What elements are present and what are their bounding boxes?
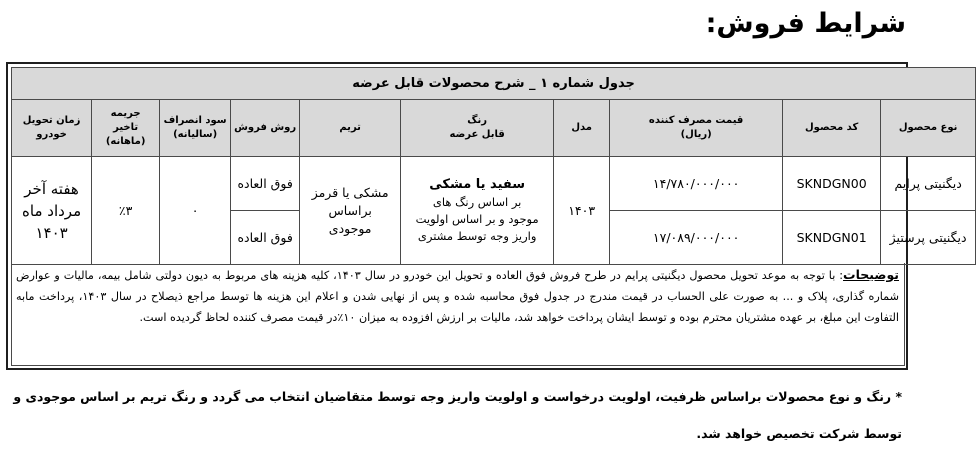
header-consumer-price-line: قیمت مصرف کننده [648,115,744,126]
row2-product-code: SKNDGN01 [783,211,881,265]
profit-cell: ۰ [160,157,231,265]
header-product-code: کد محصول [783,100,881,157]
products-table-frame [6,62,967,370]
table-title: جدول شماره ۱ _ شرح محصولات قابل عرضه [12,68,976,100]
delivery-line3: ۱۴۰۳ [35,223,68,242]
page-heading: شرایط فروش: [705,8,906,39]
header-delivery-line: زمان تحویل [22,115,81,126]
footer-note [12,378,902,452]
color-note-line2: موجود و بر اساس اولویت [415,212,539,226]
notes-section [11,263,905,366]
header-penalty-line3: (ماهانه) [105,136,146,147]
color-note-line3: واریز وجه توسط مشتری [417,229,537,243]
header-trim: تریم [300,100,401,157]
delivery-cell [12,157,92,265]
trim-cell [300,157,401,265]
products-table [11,67,976,265]
trim-line2: براساس [328,202,372,218]
header-model: مدل [554,100,610,157]
header-penalty-line2: تاخیر [113,122,139,133]
header-delay-penalty [92,100,160,157]
row1-sales-method: فوق العاده [231,157,300,211]
header-profit-line: سود انصراف [163,115,227,126]
header-color-line2: قابل عرضه [449,129,505,140]
header-penalty-line: جریمه [110,108,141,119]
header-consumer-price [610,100,783,157]
trim-line3: موجودی [328,220,372,236]
delivery-line2: مرداد ماه [22,201,82,220]
header-color [401,100,554,157]
header-delivery-time [12,100,92,157]
notes-text: : با توجه به موعد تحویل محصول دیگنیتی پرایم در طرح فروش فوق العاده و تحویل این خودرو در سال ۱۴۰۳، کلیه هزینه های مربوط به دیون دولتی شامل بیمه، مالیات و عوارض شماره گذاری، پلاک و ... به صورت علی الحساب در قیمت مندرج در جدول فوق محاسبه شده و پس از نهایی شدن و اعلام این هزینه ها توسط مراجع ذیصلاح در سال ۱۴۰۳، پرداخت مابه التفاوت این مبلغ، بر عهده مشتریان محترم بوده و توسط ایشان پرداخت خواهد شد، مالیات بر ارزش افزوده به میزان ۱۰٪در قیمت مصرف کننده لحاظ گردیده است. [16,269,899,324]
row2-sales-method: فوق العاده [231,211,300,265]
footer-note-line2: توسط شرکت تخصیص خواهد شد. [696,426,902,441]
row1-product-type: دیگنیتی پرایم [881,157,976,211]
row2-product-type: دیگنیتی پرستیژ [881,211,976,265]
row1-product-code: SKNDGN00 [783,157,881,211]
color-main: سفید یا مشکی [429,177,526,192]
header-color-line: رنگ [467,115,488,126]
delivery-line: هفته آخر [24,179,79,198]
header-participation-profit [160,100,231,157]
header-product-type: نوع محصول [881,100,976,157]
model-cell: ۱۴۰۳ [554,157,610,265]
trim-line: مشکی یا قرمز [311,184,389,200]
notes-label: توضیحات [843,267,899,282]
footer-note-line: * رنگ و نوع محصولات براساس ظرفیت، اولویت درخواست و اولویت واریز وجه توسط متقاضیان انتخاب می گردد و رنگ تریم بر اساس موجودی و [13,389,902,404]
row1-consumer-price: ۱۴/۷۸۰/۰۰۰/۰۰۰ [610,157,783,211]
color-cell [401,157,554,265]
row2-consumer-price: ۱۷/۰۸۹/۰۰۰/۰۰۰ [610,211,783,265]
penalty-cell: ٪۳ [92,157,160,265]
table-row [12,157,976,211]
header-delivery-line2: خودرو [36,129,67,140]
color-note-line: بر اساس رنگ های [432,195,522,209]
header-consumer-price-unit: (ریال) [680,129,712,140]
header-profit-line2: (سالیانه) [173,129,218,140]
header-sales-method: روش فروش [231,100,300,157]
